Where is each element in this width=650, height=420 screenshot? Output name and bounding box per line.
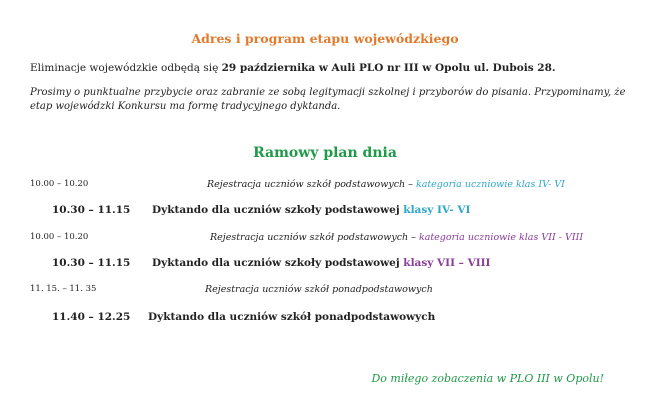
schedule-highlight-3: kategoria uczniowie klas VII - VIII [418, 232, 584, 243]
schedule-desc-4 [152, 257, 490, 269]
schedule-desc-2 [152, 204, 470, 216]
schedule-time-3: 10.00 – 10.20 [30, 232, 89, 242]
page-title: Adres i program etapu wojewódzkiego [191, 31, 459, 46]
closing-message: Do miłego zobaczenia w PLO III w Opolu! [371, 372, 604, 385]
intro-text: Eliminacje wojewódzkie odbędą się [30, 62, 222, 74]
schedule-highlight-2: klasy IV- VI [403, 204, 471, 216]
schedule-desc-3 [210, 232, 583, 243]
schedule-desc-1 [207, 179, 565, 190]
schedule-time-5: 11. 15. – 11. 35 [30, 284, 97, 294]
intro-paragraph [30, 62, 556, 74]
schedule-highlight-4: klasy VII – VIII [403, 257, 491, 269]
schedule-text-2: Dyktando dla uczniów szkoły podstawowej [152, 204, 404, 216]
schedule-text-1: Rejestracja uczniów szkół podstawowych – [207, 179, 416, 190]
schedule-time-4: 10.30 – 11.15 [52, 257, 131, 269]
schedule-desc-6: Dyktando dla uczniów szkół ponadpodstawowych [148, 311, 436, 323]
intro-date-location: 29 października w Auli PLO nr III w Opolu ul. Dubois 28. [221, 62, 556, 74]
schedule-text-4: Dyktando dla uczniów szkoły podstawowej [152, 257, 404, 269]
note-paragraph: Prosimy o punktualne przybycie oraz zabranie ze sobą legitymacji szkolnej i przyborów do pisania. Przypominamy, że etap wojewódzki Konkursu ma formę tradycyjnego dyktanda. [30, 87, 626, 112]
schedule-highlight-1: kategoria uczniowie klas IV- VI [415, 179, 565, 190]
schedule-desc-5: Rejestracja uczniów szkół ponadpodstawowych [205, 284, 433, 295]
schedule-text-3: Rejestracja uczniów szkół podstawowych – [210, 232, 419, 243]
schedule-time-2: 10.30 – 11.15 [52, 204, 131, 216]
plan-title: Ramowy plan dnia [253, 145, 397, 161]
schedule-time-6: 11.40 – 12.25 [52, 311, 131, 323]
schedule-time-1: 10.00 – 10.20 [30, 179, 89, 189]
